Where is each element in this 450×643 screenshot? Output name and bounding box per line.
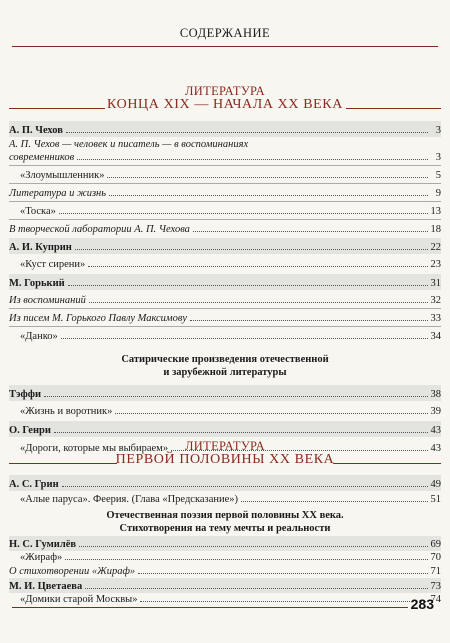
entry-divider xyxy=(9,201,441,202)
entry-title: «Домики старой Москвы» xyxy=(20,594,138,605)
subsection-heading-2 xyxy=(0,509,450,535)
leader-dots xyxy=(77,159,428,160)
entry-page: 38 xyxy=(430,389,441,400)
leader-dots xyxy=(107,177,428,178)
entry-title: Тэффи xyxy=(9,389,42,400)
toc-entry-article[interactable] xyxy=(9,185,441,199)
leader-dots xyxy=(193,231,428,232)
entry-title: Н. С. Гумилёв xyxy=(9,539,77,550)
leader-dots xyxy=(62,486,428,487)
leader-dots xyxy=(59,213,428,214)
section-rule-right xyxy=(346,108,441,109)
entry-title: А. П. Чехов — человек и писатель — в воспоминаниях xyxy=(9,139,249,150)
entry-page: 31 xyxy=(430,278,441,289)
entry-title: Из писем М. Горького Павлу Максимову xyxy=(9,313,188,324)
entry-page: 74 xyxy=(430,594,441,605)
leader-dots xyxy=(44,396,427,397)
entry-title: А. С. Грин xyxy=(9,479,59,490)
toc-entry-author[interactable] xyxy=(9,274,441,290)
leader-dots xyxy=(109,195,428,196)
entry-title: О. Генри xyxy=(9,425,51,436)
entry-page: 73 xyxy=(430,581,441,592)
subsection-heading-line1: Сатирические произведения отечественной xyxy=(121,354,329,365)
entry-title: М. Горький xyxy=(9,278,65,289)
entry-title: «Дороги, которые мы выбираем» xyxy=(20,443,169,454)
leader-dots xyxy=(89,302,428,303)
page-number: 283 xyxy=(410,596,434,612)
section-title-line1: ЛИТЕРАТУРА xyxy=(185,439,265,453)
toc-entry-article[interactable] xyxy=(9,221,441,235)
leader-dots xyxy=(88,266,427,267)
entry-page: 51 xyxy=(430,494,441,505)
leader-dots xyxy=(61,338,428,339)
subsection-heading-line1: Отечественная поэзия первой половины XX века. xyxy=(106,510,344,521)
toc-entry-article-cont[interactable] xyxy=(9,149,441,163)
toc-entry-author[interactable] xyxy=(9,121,441,137)
entry-page: 23 xyxy=(430,259,441,270)
entry-page: 32 xyxy=(430,295,441,306)
subsection-heading-line2: Стихотворения на тему мечты и реальности xyxy=(119,523,331,534)
entry-title: «Тоска» xyxy=(20,206,56,217)
toc-entry-work[interactable] xyxy=(9,167,441,181)
toc-entry-work[interactable] xyxy=(9,491,441,505)
toc-entry-work[interactable] xyxy=(9,550,441,563)
entry-divider xyxy=(9,183,441,184)
leader-dots xyxy=(140,601,427,602)
entry-title: «Куст сирени» xyxy=(20,259,86,270)
leader-dots xyxy=(79,546,427,547)
leader-dots xyxy=(66,132,428,133)
section-title-line1: ЛИТЕРАТУРА xyxy=(185,84,265,98)
entry-title: Литература и жизнь xyxy=(9,188,107,199)
entry-title: «Злоумышленник» xyxy=(20,170,105,181)
entry-title: О стихотворении «Жираф» xyxy=(9,566,136,577)
entry-divider xyxy=(9,165,441,166)
entry-title: «Жизнь и воротник» xyxy=(20,406,113,417)
entry-title: «Алые паруса». Феерия. (Глава «Предсказание») xyxy=(20,494,239,505)
section-rule-right xyxy=(333,463,441,464)
entry-title: «Данко» xyxy=(20,331,58,342)
entry-page: 9 xyxy=(435,188,441,199)
entry-title: А. И. Куприн xyxy=(9,242,72,253)
leader-dots xyxy=(85,588,427,589)
toc-entry-article[interactable] xyxy=(9,136,441,150)
entry-page: 39 xyxy=(430,406,441,417)
leader-dots xyxy=(138,573,427,574)
toc-entry-article[interactable] xyxy=(9,564,441,577)
entry-title: А. П. Чехов xyxy=(9,125,63,136)
section-title-line2 xyxy=(0,453,450,468)
section-rule-left xyxy=(9,108,105,109)
entry-page: 3 xyxy=(435,125,441,136)
toc-entry-article[interactable] xyxy=(9,292,441,306)
entry-page: 33 xyxy=(430,313,441,324)
toc-entry-article[interactable] xyxy=(9,310,441,324)
entry-page: 69 xyxy=(430,539,441,550)
entry-divider xyxy=(9,308,441,309)
leader-dots xyxy=(115,413,427,414)
toc-entry-author[interactable] xyxy=(9,475,441,491)
toc-entry-author[interactable] xyxy=(9,421,441,437)
entry-divider xyxy=(9,326,441,327)
entry-page: 13 xyxy=(430,206,441,217)
toc-entry-author[interactable] xyxy=(9,385,441,401)
entry-page: 5 xyxy=(435,170,441,181)
footer-rule xyxy=(12,607,408,608)
toc-entry-author[interactable] xyxy=(9,238,441,254)
leader-dots xyxy=(65,559,427,560)
subsection-heading-line2: и зарубежной литературы xyxy=(163,367,287,378)
leader-dots xyxy=(54,432,428,433)
toc-entry-work[interactable] xyxy=(9,203,441,217)
toc-entry-work[interactable] xyxy=(9,592,441,605)
entry-title: современников xyxy=(9,152,75,163)
section-rule-left xyxy=(9,463,117,464)
entry-page: 3 xyxy=(435,152,441,163)
leader-dots xyxy=(68,285,428,286)
section-title-line2 xyxy=(0,98,450,113)
entry-page: 71 xyxy=(430,566,441,577)
entry-title: В творческой лаборатории А. П. Чехова xyxy=(9,224,190,235)
subsection-heading-1 xyxy=(0,353,450,379)
entry-page: 22 xyxy=(430,242,441,253)
section-title-text: ПЕРВОЙ ПОЛОВИНЫ XX ВЕКА xyxy=(115,452,335,468)
leader-dots xyxy=(75,249,428,250)
entry-page: 34 xyxy=(430,331,441,342)
entry-title: Из воспоминаний xyxy=(9,295,86,306)
entry-page: 43 xyxy=(430,443,441,454)
toc-entry-work[interactable] xyxy=(9,328,441,342)
toc-entry-author[interactable] xyxy=(9,536,441,551)
entry-page: 18 xyxy=(430,224,441,235)
toc-entry-work[interactable] xyxy=(9,256,441,270)
entry-page: 70 xyxy=(430,552,441,563)
toc-entry-work[interactable] xyxy=(9,403,441,417)
entry-page: 49 xyxy=(430,479,441,490)
entry-title: М. И. Цветаева xyxy=(9,581,83,592)
entry-divider xyxy=(9,219,441,220)
section-title-text: КОНЦА XIX — НАЧАЛА XX ВЕКА xyxy=(107,97,343,113)
entry-title: «Жираф» xyxy=(20,552,63,563)
leader-dots xyxy=(241,501,427,502)
leader-dots xyxy=(190,320,427,321)
toc-entry-author[interactable] xyxy=(9,578,441,593)
page-header: СОДЕРЖАНИЕ xyxy=(179,26,271,40)
entry-page: 43 xyxy=(430,425,441,436)
